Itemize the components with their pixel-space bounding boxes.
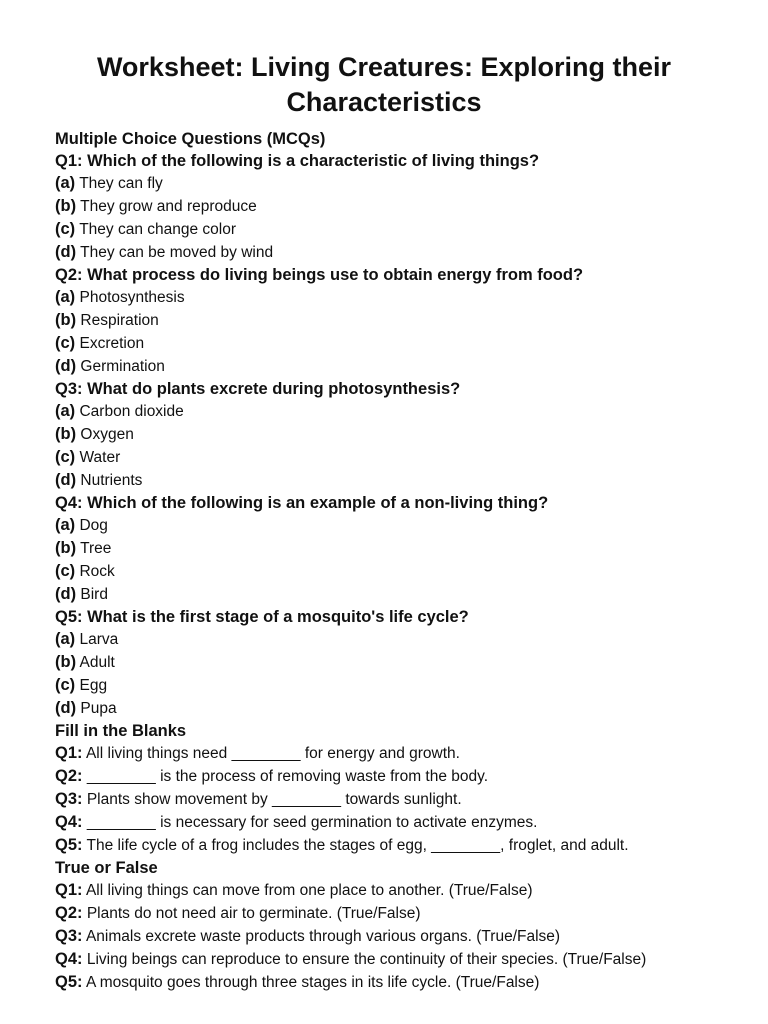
mcq-option: (c) Water: [55, 448, 121, 466]
mcq-option: (a) Dog: [55, 516, 108, 534]
mcq-option: (d) Pupa: [55, 699, 117, 717]
true-false-item: Q3: Animals excrete waste products through various organs. (True/False): [55, 927, 561, 945]
page-title: Worksheet: Living Creatures: Exploring their Characteristics: [96, 52, 672, 117]
blank-item: Q3: Plants show movement by ________ towards sunlight.: [55, 790, 462, 808]
mcq-option: (c) Excretion: [55, 334, 145, 352]
mcq-option: (b) Respiration: [55, 311, 159, 329]
mcq-option: (b) Tree: [55, 539, 112, 557]
mcq-option: (d) They can be moved by wind: [55, 243, 274, 261]
mcq-question-1: Q1: Which of the following is a characteristic of living things?: [55, 152, 540, 170]
mcq-section: [55, 128, 728, 720]
fill-in-blanks-section: [55, 720, 728, 857]
true-false-heading: True or False: [55, 859, 158, 877]
mcq-option: (a) They can fly: [55, 174, 163, 192]
mcq-option: (c) Rock: [55, 562, 115, 580]
mcq-option: (b) Oxygen: [55, 425, 134, 443]
mcq-option: (a) Photosynthesis: [55, 288, 185, 306]
blank-item: Q1: All living things need ________ for energy and growth.: [55, 744, 460, 762]
mcq-option: (a) Larva: [55, 630, 119, 648]
mcq-option: (b) Adult: [55, 653, 115, 671]
blank-item: Q2: ________ is the process of removing waste from the body.: [55, 767, 489, 785]
mcq-question-3: Q3: What do plants excrete during photosynthesis?: [55, 380, 461, 398]
blank-item: Q5: The life cycle of a frog includes the stages of egg, ________, froglet, and adult.: [55, 836, 629, 854]
mcq-option: (d) Nutrients: [55, 471, 143, 489]
mcq-option: (a) Carbon dioxide: [55, 402, 184, 420]
mcq-heading: Multiple Choice Questions (MCQs): [55, 130, 326, 148]
mcq-question-4: Q4: Which of the following is an example of a non-living thing?: [55, 494, 549, 512]
mcq-option: (c) Egg: [55, 676, 108, 694]
mcq-option: (c) They can change color: [55, 220, 237, 238]
mcq-question-5: Q5: What is the first stage of a mosquito's life cycle?: [55, 608, 469, 626]
blank-item: Q4: ________ is necessary for seed germination to activate enzymes.: [55, 813, 538, 831]
mcq-option: (d) Bird: [55, 585, 108, 603]
mcq-option: (b) They grow and reproduce: [55, 197, 257, 215]
fill-in-blanks-heading: Fill in the Blanks: [55, 722, 187, 740]
true-false-item: Q1: All living things can move from one place to another. (True/False): [55, 881, 533, 899]
true-false-section: [55, 857, 728, 994]
true-false-item: Q5: A mosquito goes through three stages in its life cycle. (True/False): [55, 973, 540, 991]
true-false-item: Q4: Living beings can reproduce to ensure the continuity of their species. (True/False): [55, 950, 647, 968]
mcq-question-2: Q2: What process do living beings use to obtain energy from food?: [55, 266, 584, 284]
true-false-item: Q2: Plants do not need air to germinate. (True/False): [55, 904, 421, 922]
mcq-option: (d) Germination: [55, 357, 165, 375]
